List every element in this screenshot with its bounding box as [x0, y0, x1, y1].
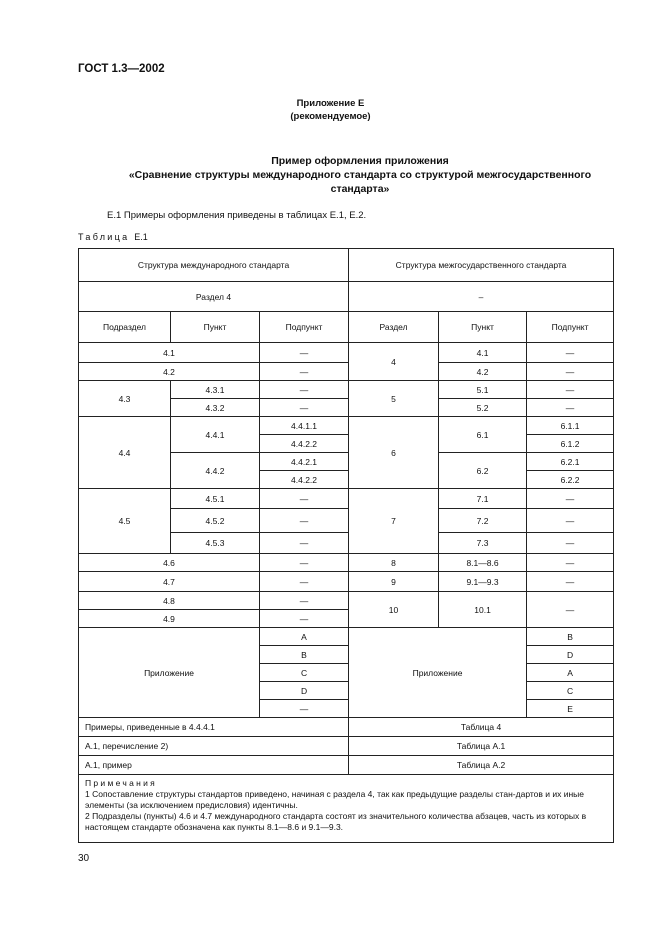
cell: 4.5.2 [171, 509, 260, 533]
cell: — [527, 509, 614, 533]
cell: 4.5 [79, 489, 171, 554]
cell: 4.1 [439, 343, 527, 363]
cell: Таблица А.2 [349, 756, 614, 775]
col-header: Подпункт [527, 312, 614, 343]
cell: — [260, 489, 349, 509]
cell: 4.4.2.2 [260, 471, 349, 489]
col-header: Пункт [439, 312, 527, 343]
col-header: Подраздел [79, 312, 171, 343]
cell: 8.1—8.6 [439, 554, 527, 572]
section-title-line-1: Пример оформления приложения [271, 155, 449, 167]
cell: — [527, 363, 614, 381]
cell: 4.5.3 [171, 533, 260, 554]
cell: 5.1 [439, 381, 527, 399]
cell: — [527, 592, 614, 628]
cell: А [527, 664, 614, 682]
cell: 4.6 [79, 554, 260, 572]
cell: С [527, 682, 614, 700]
table-row [79, 628, 614, 646]
cell: — [260, 592, 349, 610]
table-row [79, 592, 614, 610]
table-label-number: Е.1 [134, 232, 148, 242]
col-header: Подпункт [260, 312, 349, 343]
cell: 4.5.1 [171, 489, 260, 509]
cell: А [260, 628, 349, 646]
cell: Приложение [79, 628, 260, 718]
table-row [79, 718, 614, 737]
cell: 6.2.1 [527, 453, 614, 471]
comparison-table [78, 248, 614, 843]
cell: D [527, 646, 614, 664]
cell: D [260, 682, 349, 700]
cell: 10 [349, 592, 439, 628]
table-row [79, 282, 614, 312]
annex-title: Приложение Е [296, 98, 365, 109]
cell: — [527, 399, 614, 417]
col-header: Пункт [171, 312, 260, 343]
cell: — [260, 343, 349, 363]
cell: С [260, 664, 349, 682]
page-number: 30 [78, 853, 90, 864]
cell: — [260, 381, 349, 399]
cell: 4.2 [79, 363, 260, 381]
table-row [79, 249, 614, 282]
cell: — [527, 343, 614, 363]
cell: Таблица А.1 [349, 737, 614, 756]
table-label-word: Таблица [78, 232, 130, 242]
cell: 4.4 [79, 417, 171, 489]
table-label [78, 232, 148, 242]
cell: — [260, 509, 349, 533]
interstate-section: – [349, 282, 614, 312]
cell: В [260, 646, 349, 664]
cell: Примеры, приведенные в 4.4.4.1 [79, 718, 349, 737]
annex-status: (рекомендуемое) [290, 111, 371, 122]
cell: 7.3 [439, 533, 527, 554]
cell: 4.4.1 [171, 417, 260, 453]
cell: — [527, 572, 614, 592]
intro-paragraph: Е.1 Примеры оформления приведены в таблицах Е.1, Е.2. [107, 210, 367, 221]
table-row [79, 756, 614, 775]
intl-section: Раздел 4 [79, 282, 349, 312]
cell: 5.2 [439, 399, 527, 417]
header-interstate: Структура межгосударственного стандарта [349, 249, 614, 282]
table-row [79, 417, 614, 435]
cell: 4.2 [439, 363, 527, 381]
cell: — [260, 399, 349, 417]
table-row [79, 737, 614, 756]
cell: 4.3.2 [171, 399, 260, 417]
notes [79, 775, 614, 843]
table-row [79, 343, 614, 363]
section-title-line-2: «Сравнение структуры международного стандарта со структурой межгосударственного [128, 169, 592, 181]
cell: 6.1.1 [527, 417, 614, 435]
cell: 6 [349, 417, 439, 489]
table-row [79, 489, 614, 509]
note-1: 1 Сопоставление структуры стандартов приведено, начиная с раздела 4, так как предыдущие разделы стан-дартов и их иные элементы (за исключением предисловия) идентичны. [85, 789, 585, 810]
cell: 4.3.1 [171, 381, 260, 399]
cell: 6.2.2 [527, 471, 614, 489]
cell: 8 [349, 554, 439, 572]
col-header: Раздел [349, 312, 439, 343]
cell: А.1, пример [79, 756, 349, 775]
cell: 4 [349, 343, 439, 381]
cell: 6.2 [439, 453, 527, 489]
notes-row [79, 775, 614, 843]
cell: 6.1 [439, 417, 527, 453]
cell: 4.4.2 [171, 453, 260, 489]
cell: 10.1 [439, 592, 527, 628]
cell: — [260, 554, 349, 572]
document-code: ГОСТ 1.3—2002 [78, 63, 165, 75]
cell: 6.1.2 [527, 435, 614, 453]
cell: 5 [349, 381, 439, 417]
cell: — [527, 489, 614, 509]
table-row [79, 554, 614, 572]
column-headers [79, 312, 614, 343]
table-row [79, 381, 614, 399]
cell: Таблица 4 [349, 718, 614, 737]
cell: 7.2 [439, 509, 527, 533]
cell: — [260, 363, 349, 381]
section-title-line-3: стандарта» [330, 183, 390, 195]
notes-heading: Примечания [85, 778, 158, 788]
header-international: Структура международного стандарта [79, 249, 349, 282]
cell: — [260, 572, 349, 592]
note-2: 2 Подразделы (пункты) 4.6 и 4.7 международного стандарта состоят из значительного количества абзацев, часть из которых в настоящем стандарте обозначена как пункты 8.1—8.6 и 9.1—9.3. [85, 811, 587, 832]
table-row [79, 572, 614, 592]
cell: 4.4.2.2 [260, 435, 349, 453]
cell: 7 [349, 489, 439, 554]
cell: 9.1—9.3 [439, 572, 527, 592]
cell: — [260, 533, 349, 554]
cell: 4.4.2.1 [260, 453, 349, 471]
cell: — [260, 700, 349, 718]
cell: — [260, 610, 349, 628]
cell: — [527, 554, 614, 572]
cell: 4.8 [79, 592, 260, 610]
cell: — [527, 381, 614, 399]
table-row [79, 363, 614, 381]
cell: В [527, 628, 614, 646]
cell: 4.3 [79, 381, 171, 417]
cell: 4.7 [79, 572, 260, 592]
cell: 9 [349, 572, 439, 592]
cell: 4.4.1.1 [260, 417, 349, 435]
cell: 4.9 [79, 610, 260, 628]
cell: А.1, перечисление 2) [79, 737, 349, 756]
cell: — [527, 533, 614, 554]
cell: 4.1 [79, 343, 260, 363]
cell: 7.1 [439, 489, 527, 509]
cell: Е [527, 700, 614, 718]
cell: Приложение [349, 628, 527, 718]
